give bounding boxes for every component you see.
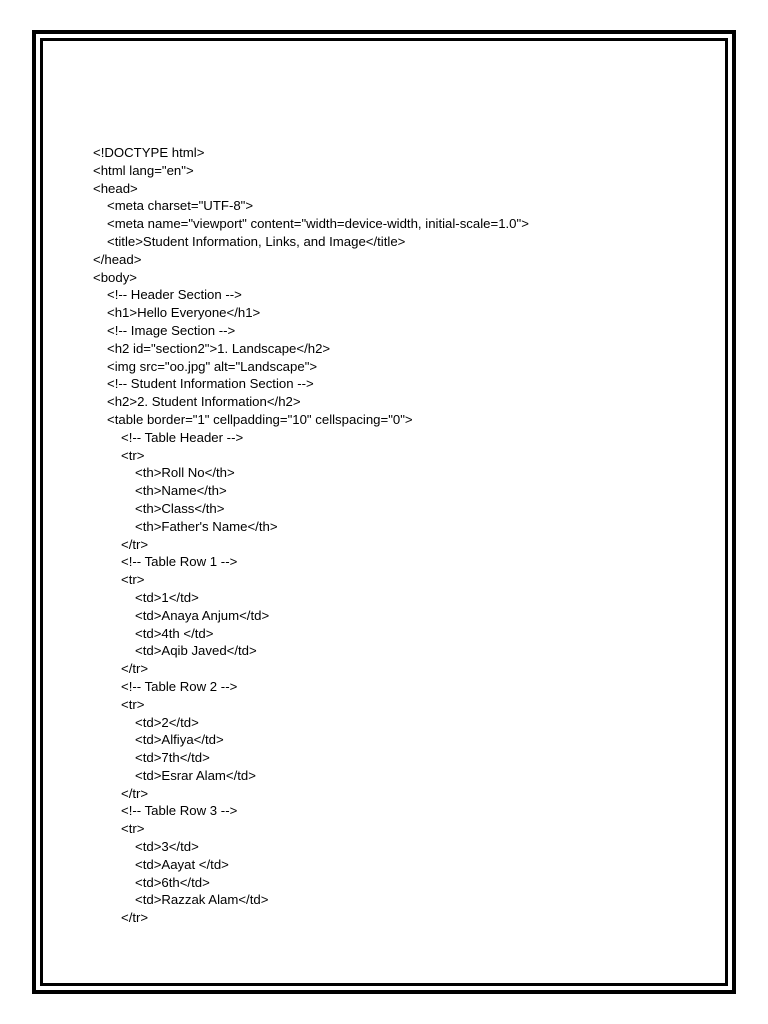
code-line: <title>Student Information, Links, and Image</title> (107, 233, 406, 249)
code-line: <tr> (121, 572, 145, 588)
code-line: <html lang="en"> (93, 162, 194, 178)
code-line: <td>3</td> (135, 839, 199, 855)
code-line: <table border="1" cellpadding="10" cellspacing="0"> (107, 411, 413, 427)
code-line: <body> (93, 269, 137, 285)
code-line: <th>Class</th> (135, 500, 225, 516)
code-line: <td>Aqib Javed</td> (135, 643, 257, 659)
code-line: <td>Anaya Anjum</td> (135, 607, 270, 623)
code-line: <tr> (121, 821, 145, 837)
code-line: <!-- Student Information Section --> (107, 376, 314, 392)
code-line: <td>Esrar Alam</td> (135, 767, 256, 783)
code-line: <!-- Image Section --> (107, 322, 236, 338)
code-line: <!-- Table Row 3 --> (121, 803, 238, 819)
code-line: <meta charset="UTF-8"> (107, 198, 254, 214)
code-line: <tr> (121, 696, 145, 712)
code-line: <td>Alfiya</td> (135, 732, 224, 748)
code-line: </tr> (121, 661, 149, 677)
code-line: <!-- Header Section --> (107, 287, 242, 303)
code-line: <td>6th</td> (135, 874, 210, 890)
code-line: <meta name="viewport" content="width=device-width, initial-scale=1.0"> (107, 216, 529, 232)
code-line: <td>2</td> (135, 714, 199, 730)
code-line: <td>Razzak Alam</td> (135, 892, 269, 908)
code-line: <h2>2. Student Information</h2> (107, 394, 301, 410)
code-line: </tr> (121, 536, 149, 552)
code-line: <!-- Table Row 2 --> (121, 678, 238, 694)
code-line: <head> (93, 180, 138, 196)
code-line: <!-- Table Header --> (121, 429, 244, 445)
code-line: <tr> (121, 447, 145, 463)
code-line: <!DOCTYPE html> (93, 145, 205, 160)
code-line: <h1>Hello Everyone</h1> (107, 305, 261, 321)
code-line: </tr> (121, 785, 149, 801)
code-listing (93, 144, 693, 927)
code-line: <th>Father's Name</th> (135, 518, 278, 534)
code-line: <th>Roll No</th> (135, 465, 235, 481)
code-line: </head> (93, 251, 142, 267)
code-line: <h2 id="section2">1. Landscape</h2> (107, 340, 331, 356)
code-line: <td>Aayat </td> (135, 856, 229, 872)
code-line: <!-- Table Row 1 --> (121, 554, 238, 570)
code-line: <td>4th </td> (135, 625, 214, 641)
code-line: <th>Name</th> (135, 483, 227, 499)
code-line: <img src="oo.jpg" alt="Landscape"> (107, 358, 318, 374)
code-line: <td>1</td> (135, 589, 199, 605)
code-line: </tr> (121, 910, 149, 926)
code-line: <td>7th</td> (135, 750, 210, 766)
